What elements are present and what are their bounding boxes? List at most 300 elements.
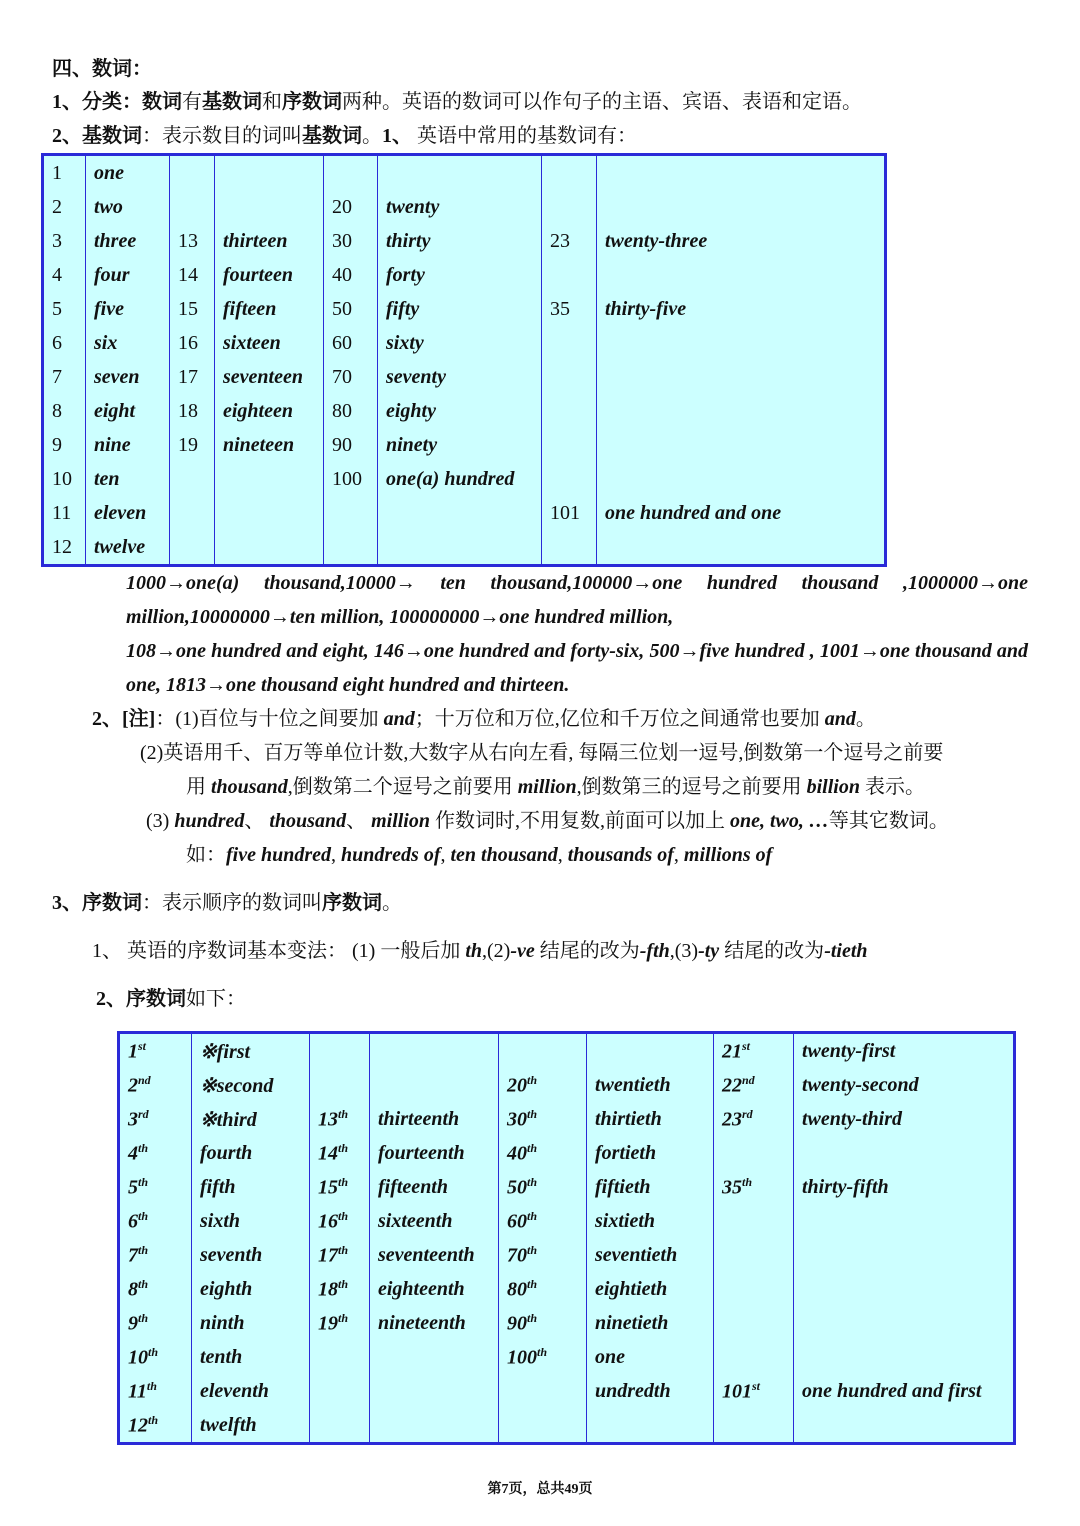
ordinal-number-cell [499,1408,587,1444]
ordinal-number-cell [499,1374,587,1408]
ordinal-word-cell: ninetieth [587,1306,714,1340]
text-segment: million [517,776,577,798]
table-row [43,428,886,462]
ordinal-number-cell [310,1272,370,1306]
table-row [43,530,886,566]
ordinal-number: 7 [128,1244,138,1267]
number-word-cell: thirty-five [597,292,886,326]
text-segment: 1、 [382,125,412,147]
text-segment: 、 [346,810,372,832]
ordinal-word-cell [794,1340,1015,1374]
ordinal-number: 14 [318,1142,338,1165]
ordinal-word-cell [310,1340,370,1374]
page-footer: 第7页，总共49页 [487,1482,593,1497]
ordinal-number-cell [119,1033,192,1069]
number-word-cell [597,326,886,360]
cardinal-examples-compound: 108→one hundred and eight, 146→one hundred and forty-six, 500→five hundred , 1001→one thousand and one, 1813→one thousand eight hundred and thirteen. [126,640,1028,696]
text-segment: 序数词 [282,91,342,113]
cardinal-number-table [41,153,887,567]
ordinal-number-cell [499,1136,587,1170]
ordinal-number-cell [310,1238,370,1272]
text-segment: thousands of [567,844,674,866]
text-segment: ：表示数目的词叫 [142,125,302,147]
text-segment: -ty [698,940,720,962]
ordinal-number-cell [119,1136,192,1170]
text-segment: 如下： [186,988,246,1010]
number-word-cell: three [86,224,170,258]
ordinal-number-cell [499,1102,587,1136]
number-cell: 60 [324,326,378,360]
ordinal-number-cell [119,1340,192,1374]
text-segment: 结尾的改为 [534,940,640,962]
ordinal-number: 8 [128,1278,138,1301]
number-word-cell: nine [86,428,170,462]
text-segment: and [824,708,856,730]
table-row [119,1374,1015,1408]
ordinal-number: 90 [507,1312,527,1335]
ordinal-number: 22 [722,1074,742,1097]
text-segment: 结尾的改为 [719,940,825,962]
ordinal-number: 17 [318,1244,338,1267]
ordinal-word-cell [370,1340,499,1374]
number-word-cell: thirty [378,224,542,258]
ordinal-suffix: th [138,1208,149,1223]
number-word-cell [215,530,324,566]
ordinal-suffix: th [138,1242,149,1257]
number-word-cell [597,462,886,496]
number-word-cell: seven [86,360,170,394]
text-segment: , [440,844,451,866]
number-cell [324,155,378,191]
ordinal-word-cell: sixteenth [370,1204,499,1238]
number-cell [324,496,378,530]
text-segment: 。 [362,125,382,147]
ordinal-word-cell: seventeenth [370,1238,499,1272]
text-segment: 。 [855,708,876,730]
ordinal-suffix: nd [742,1072,755,1087]
table-row [119,1136,1015,1170]
number-word-cell: two [86,190,170,224]
text-segment: ；十万位和万位,亿位和千万位之间通常也要加 [414,708,825,730]
ordinal-number-cell [499,1238,587,1272]
table-row [119,1408,1015,1444]
number-word-cell: forty [378,258,542,292]
ordinal-suffix: nd [138,1072,151,1087]
text-segment: 2、基数词 [52,125,142,147]
ordinal-number-cell [499,1272,587,1306]
ordinal-word-cell: one [587,1340,714,1374]
table-row [119,1068,1015,1102]
number-word-cell: twenty-three [597,224,886,258]
text-segment: (3) [146,810,175,832]
number-word-cell [378,496,542,530]
text-segment: 和 [262,91,282,113]
note-2-cont [186,773,925,801]
ordinal-word-cell: tenth [192,1340,310,1374]
text-segment: hundred [174,810,245,832]
text-segment: ：表示顺序的数词叫 [142,892,322,914]
number-cell: 100 [324,462,378,496]
text-segment: 2、序数词 [96,988,186,1010]
number-cell [170,496,215,530]
ordinal-word-cell: sixtieth [587,1204,714,1238]
ordinal-suffix: th [338,1208,349,1223]
ordinal-word-cell: thirteenth [370,1102,499,1136]
text-segment: , [557,844,568,866]
ordinal-number-cell [119,1170,192,1204]
ordinal-number-table [117,1031,1016,1445]
number-cell: 17 [170,360,215,394]
ordinal-word-cell: ninth [192,1306,310,1340]
number-word-cell: eight [86,394,170,428]
ordinal-word-cell: nineteenth [370,1306,499,1340]
number-cell [542,428,597,462]
text-segment: ,倒数第三的逗号之前要用 [576,776,807,798]
number-cell: 15 [170,292,215,326]
number-cell [542,394,597,428]
number-word-cell: seventy [378,360,542,394]
text-segment: 基数词 [302,125,362,147]
ordinal-word-cell [794,1204,1015,1238]
number-cell: 19 [170,428,215,462]
number-word-cell: one [86,155,170,191]
number-word-cell: fourteen [215,258,324,292]
text-segment: (2)英语用千、百万等单位计数,大数字从右向左看, 每隔三位划一逗号,倒数第一个逗号之前要 [140,742,944,764]
ordinal-number-cell [714,1204,794,1238]
ordinal-word-cell: fortieth [587,1136,714,1170]
ordinal-suffix: rd [138,1106,149,1121]
ordinal-word-cell: thirty-fifth [794,1170,1015,1204]
ordinal-number: 21 [722,1040,742,1063]
text-segment: 2、[注] [92,708,156,730]
number-cell: 8 [43,394,86,428]
ordinal-suffix: th [527,1174,538,1189]
number-word-cell: sixty [378,326,542,360]
ordinal-suffix: th [527,1072,538,1087]
text-segment: 英语中常用的基数词有： [412,125,637,147]
number-word-cell: eleven [86,496,170,530]
table-row [43,292,886,326]
number-word-cell [597,258,886,292]
number-cell: 7 [43,360,86,394]
ordinal-suffix: th [527,1242,538,1257]
ordinal-number-cell [714,1136,794,1170]
text-segment: thousand [211,776,288,798]
ordinal-word-cell [370,1374,499,1408]
ordinal-suffix: th [138,1174,149,1189]
ordinal-suffix: rd [742,1106,753,1121]
number-word-cell [378,155,542,191]
note-3 [146,807,949,835]
ordinal-number-cell [119,1408,192,1444]
ordinal-number: 35 [722,1176,742,1199]
ordinal-number: 10 [128,1346,148,1369]
ordinal-number: 3 [128,1108,138,1131]
ordinal-word-cell: seventh [192,1238,310,1272]
ordinal-number: 23 [722,1108,742,1131]
number-cell: 13 [170,224,215,258]
table-row [119,1033,1015,1069]
table-row [119,1170,1015,1204]
number-word-cell: thirteen [215,224,324,258]
number-word-cell [597,190,886,224]
text-segment: , [673,844,684,866]
number-word-cell [597,530,886,566]
text-segment: 3、序数词 [52,892,142,914]
text-segment: 如： [186,844,226,866]
number-cell: 80 [324,394,378,428]
ordinal-intro [52,889,402,917]
ordinal-word-cell: twelfth [192,1408,310,1444]
ordinal-suffix: th [537,1344,548,1359]
ordinal-suffix: st [742,1038,751,1053]
ordinal-number: 11 [128,1380,147,1403]
ordinal-word-cell: one hundred and first [794,1374,1015,1408]
number-cell: 12 [43,530,86,566]
ordinal-number: 18 [318,1278,338,1301]
note-1 [92,705,876,733]
ordinal-number: 40 [507,1142,527,1165]
ordinal-number-cell [499,1170,587,1204]
number-word-cell: one hundred and one [597,496,886,530]
table-row [119,1102,1015,1136]
text-segment: 1、分类： [52,91,142,113]
ordinal-number-cell [714,1272,794,1306]
ordinal-number-cell [310,1204,370,1238]
ordinal-number-cell [310,1102,370,1136]
ordinal-suffix: th [146,1378,157,1393]
number-cell [170,190,215,224]
text-segment: 作数词时,不用复数,前面可以加上 [429,810,730,832]
table-row [43,326,886,360]
number-word-cell: eighty [378,394,542,428]
text-segment: ,(2) [482,940,511,962]
ordinal-word-cell [587,1033,714,1069]
ordinal-word-cell: twentieth [587,1068,714,1102]
ordinal-word-cell: twenty-third [794,1102,1015,1136]
text-segment: 等其它数词。 [828,810,949,832]
text-segment: ,倒数第二个逗号之前要用 [287,776,518,798]
number-word-cell: six [86,326,170,360]
ordinal-number: 100 [507,1346,537,1369]
text-segment: 序数词 [322,892,382,914]
ordinal-number-cell [119,1306,192,1340]
ordinal-number-cell [714,1306,794,1340]
ordinal-word-cell [794,1306,1015,1340]
ordinal-word-cell [370,1068,499,1102]
ordinal-word-cell [370,1033,499,1069]
ordinal-suffix: th [138,1140,149,1155]
ordinal-word-cell [794,1408,1015,1444]
number-word-cell: one(a) hundred [378,462,542,496]
ordinal-number-cell [714,1340,794,1374]
number-cell: 6 [43,326,86,360]
number-word-cell: ten [86,462,170,496]
text-segment: -fth [639,940,670,962]
ordinal-number: 6 [128,1210,138,1233]
ordinal-number-cell [499,1068,587,1102]
ordinal-suffix: th [338,1106,349,1121]
number-cell [324,530,378,566]
ordinal-number-cell [119,1204,192,1238]
number-word-cell [215,496,324,530]
ordinal-number: 13 [318,1108,338,1131]
number-cell: 9 [43,428,86,462]
number-word-cell: ninety [378,428,542,462]
table-row [119,1306,1015,1340]
number-cell: 3 [43,224,86,258]
ordinal-number-cell [714,1374,794,1408]
number-cell: 40 [324,258,378,292]
ordinal-number: 9 [128,1312,138,1335]
text-segment: and [383,708,415,730]
text-segment: hundreds of [341,844,441,866]
ordinal-word-cell: eightieth [587,1272,714,1306]
cardinal-examples-large: 1000→one(a) thousand,10000→ ten thousand,100000→one hundred thousand ,1000000→one million,10000000→ten million, 100000000→one hundred million, [126,572,1028,628]
number-cell [170,530,215,566]
text-segment: thousand [269,810,347,832]
ordinal-word-cell [794,1136,1015,1170]
table-row [43,258,886,292]
table-row [119,1340,1015,1374]
ordinal-number: 70 [507,1244,527,1267]
ordinal-word-cell: twenty-second [794,1068,1015,1102]
ordinal-word-cell: twenty-first [794,1033,1015,1069]
number-word-cell [597,394,886,428]
ordinal-word-cell: sixth [192,1204,310,1238]
number-cell: 101 [542,496,597,530]
text-segment: billion [806,776,860,798]
table-row [43,394,886,428]
number-word-cell [215,462,324,496]
number-cell: 20 [324,190,378,224]
text-segment: 、 [244,810,270,832]
ordinal-word-cell: thirtieth [587,1102,714,1136]
text-segment: five hundred [226,844,331,866]
number-cell [542,360,597,394]
number-cell: 70 [324,360,378,394]
ordinal-suffix: th [527,1276,538,1291]
number-cell: 1 [43,155,86,191]
ordinal-suffix: th [338,1310,349,1325]
ordinal-suffix: th [338,1242,349,1257]
number-cell: 2 [43,190,86,224]
text-segment: 表示。 [859,776,925,798]
text-segment: 有 [182,91,202,113]
text-segment: 基数词 [202,91,262,113]
number-cell: 90 [324,428,378,462]
number-cell: 16 [170,326,215,360]
ordinal-word-cell: eighteenth [370,1272,499,1306]
ordinal-suffix: th [338,1276,349,1291]
table-row [43,190,886,224]
ordinal-word-cell: eleventh [192,1374,310,1408]
ordinal-number: 15 [318,1176,338,1199]
ordinal-number: 12 [128,1414,148,1437]
ordinal-suffix: th [527,1140,538,1155]
ordinal-number-cell [714,1238,794,1272]
ordinal-number-cell [714,1068,794,1102]
ordinal-word-cell: ※first [192,1033,310,1069]
ordinal-number: 101 [722,1380,752,1403]
ordinal-word-cell: fourth [192,1136,310,1170]
number-word-cell: twelve [86,530,170,566]
ordinal-suffix: th [338,1140,349,1155]
number-cell [542,190,597,224]
ordinal-suffix: th [742,1174,753,1189]
ordinal-suffix: th [138,1310,149,1325]
text-segment: -tieth [824,940,868,962]
ordinal-word-cell: eighth [192,1272,310,1306]
table-row [119,1238,1015,1272]
text-segment: one, two, … [729,810,829,832]
section-heading [52,55,152,83]
ordinal-suffix: th [527,1310,538,1325]
ordinal-number-cell [499,1204,587,1238]
ordinal-number-cell [119,1068,192,1102]
number-cell: 18 [170,394,215,428]
number-cell [170,155,215,191]
ordinal-suffix: th [148,1344,159,1359]
text-segment: 两种。英语的数词可以作句子的主语、宾语、表语和定语。 [342,91,862,113]
number-word-cell [597,155,886,191]
ordinal-word-cell: fourteenth [370,1136,499,1170]
text-segment: th [465,940,483,962]
ordinal-suffix: th [527,1208,538,1223]
ordinal-word-cell [370,1408,499,1444]
ordinal-number-cell [499,1306,587,1340]
ordinal-number-cell [119,1374,192,1408]
ordinal-number-cell [714,1102,794,1136]
number-word-cell: fifteen [215,292,324,326]
ordinal-suffix: th [148,1412,159,1427]
ordinal-number: 80 [507,1278,527,1301]
number-cell: 14 [170,258,215,292]
ordinal-word-cell [310,1408,370,1444]
number-word-cell [215,155,324,191]
table-row [43,496,886,530]
number-cell: 10 [43,462,86,496]
table-row [43,360,886,394]
table-row [43,155,886,191]
number-word-cell: twenty [378,190,542,224]
number-word-cell: fifty [378,292,542,326]
ordinal-list-label [96,985,246,1013]
ordinal-word-cell: undredth [587,1374,714,1408]
table-row [119,1272,1015,1306]
text-segment: ,(3) [669,940,699,962]
number-cell: 4 [43,258,86,292]
number-cell [542,462,597,496]
number-cell [542,258,597,292]
number-cell: 5 [43,292,86,326]
number-cell [542,326,597,360]
ordinal-number-cell [714,1033,794,1069]
text-segment: ten thousand [450,844,558,866]
text-segment: -ve [510,940,535,962]
ordinal-number-cell [310,1306,370,1340]
ordinal-word-cell [310,1033,370,1069]
number-word-cell [378,530,542,566]
ordinal-suffix: th [138,1276,149,1291]
number-cell: 50 [324,292,378,326]
table-row [119,1204,1015,1238]
text-segment: 四、数词： [52,58,152,80]
number-word-cell: nineteen [215,428,324,462]
ordinal-word-cell [587,1408,714,1444]
text-segment: ：(1)百位与十位之间要加 [155,708,384,730]
ordinal-word-cell: fiftieth [587,1170,714,1204]
